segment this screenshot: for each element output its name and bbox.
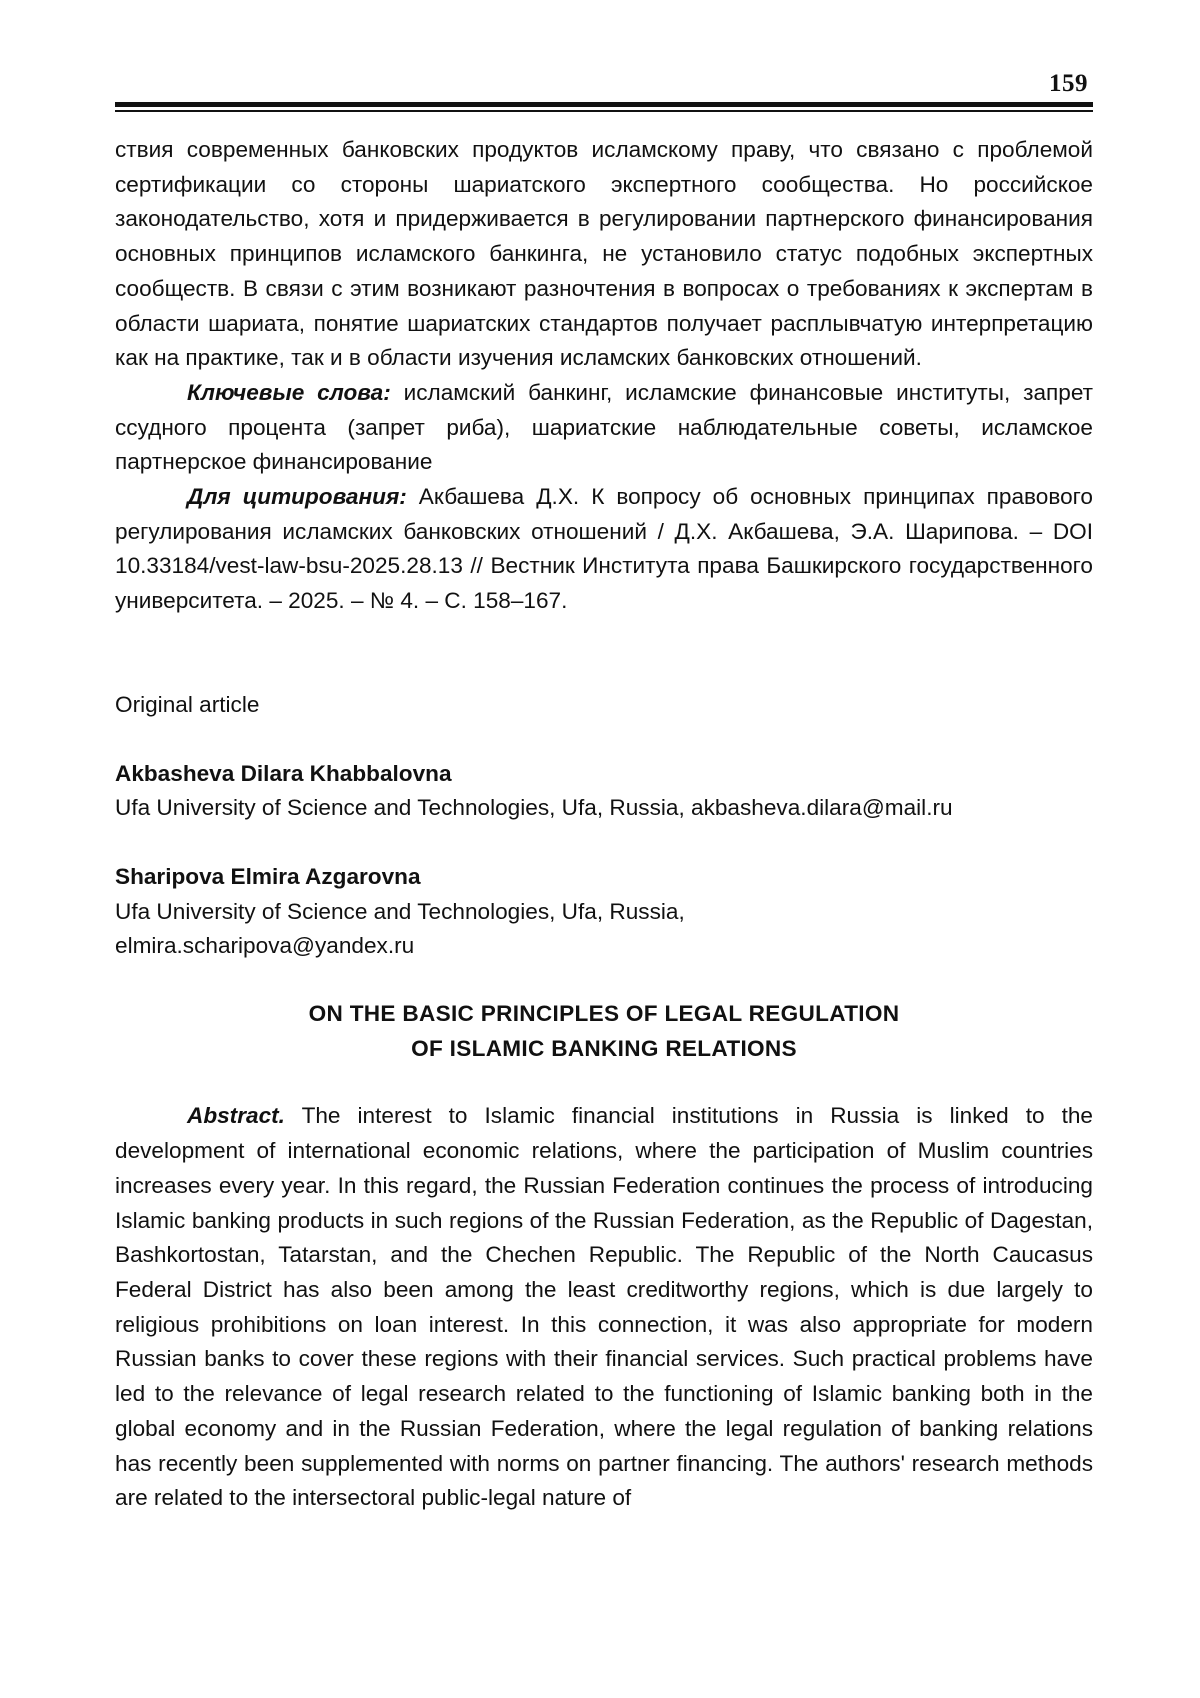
keywords-label: Ключевые слова: (187, 379, 391, 405)
citation-text: Акбашева Д.Х. К вопросу об основных принципах правового регулирования исламских банковских отношений / Д.Х. Акбашева, Э.А. Шарипова. – DOI 10.33184/vest-law-bsu-2025.28.13 // Вестник Института права Башкирского государственного университета. – 2025. – № 4. – С. 158–167. (115, 484, 1093, 614)
abstract-label: Abstract. (187, 1103, 285, 1129)
author-affiliation-2-line2: elmira.scharipova@yandex.ru (115, 933, 415, 959)
author-affiliation-2-line1: Ufa University of Science and Technologies, Ufa, Russia, (115, 898, 685, 924)
russian-citation (115, 480, 1093, 619)
article-title (115, 997, 1093, 1066)
author-affiliation-1: Ufa University of Science and Technologies, Ufa, Russia, akbasheva.dilara@mail.ru (115, 795, 953, 821)
author-name-1: Akbasheva Dilara Khabbalovna (115, 760, 452, 786)
page-number: 159 (1049, 70, 1088, 97)
article-title-line1: ON THE BASIC PRINCIPLES OF LEGAL REGULATION (308, 1001, 900, 1027)
russian-abstract-continuation: ствия современных банковских продуктов исламскому праву, что связано с проблемой сертификации со стороны шариатского экспертного сообщества. Но российское законодательство, хотя и придерживается в регулировании партнерского финансирования основных принципов исламского банкинга, не установило статус подобных экспертных сообществ. В связи с этим возникают разночтения в вопросах о требованиях к экспертам в области шариата, понятие шариатских стандартов получает расплывчатую интерпретацию как на практике, так и в области изучения исламских банковских отношений. (115, 137, 1093, 371)
page-content (115, 133, 1093, 1516)
article-type: Original article (115, 691, 260, 717)
english-abstract (115, 1099, 1093, 1515)
header-rule-thin (115, 110, 1093, 112)
keywords-text: исламский банкинг, исламские финансовые институты, запрет ссудного процента (запрет риба), шариатские наблюдательные советы, исламское партнерское финансирование (115, 379, 1093, 475)
abstract-text: The interest to Islamic financial institutions in Russia is linked to the development of international economic relations, where the participation of Muslim countries increases every year. In this regard, the Russian Federation continues the process of introducing Islamic banking products in such regions of the Russian Federation, as the Republic of Dagestan, Bashkortostan, Tatarstan, and the Chechen Republic. The Republic of the North Caucasus Federal District has also been among the least creditworthy regions, which is due largely to religious prohibitions on loan interest. In this connection, it was also appropriate for modern Russian banks to cover these regions with their financial services. Such practical problems have led to the relevance of legal research related to the functioning of Islamic banking both in the global economy and in the Russian Federation, where the legal regulation of banking relations has recently been supplemented with norms on partner financing. The authors' research methods are related to the intersectoral public-legal nature of (115, 1103, 1093, 1511)
russian-keywords (115, 376, 1093, 480)
article-title-line2: OF ISLAMIC BANKING RELATIONS (411, 1035, 797, 1061)
citation-label: Для цитирования: (187, 484, 407, 510)
author-name-2: Sharipova Elmira Azgarovna (115, 863, 421, 889)
header-rule-thick (115, 102, 1093, 107)
